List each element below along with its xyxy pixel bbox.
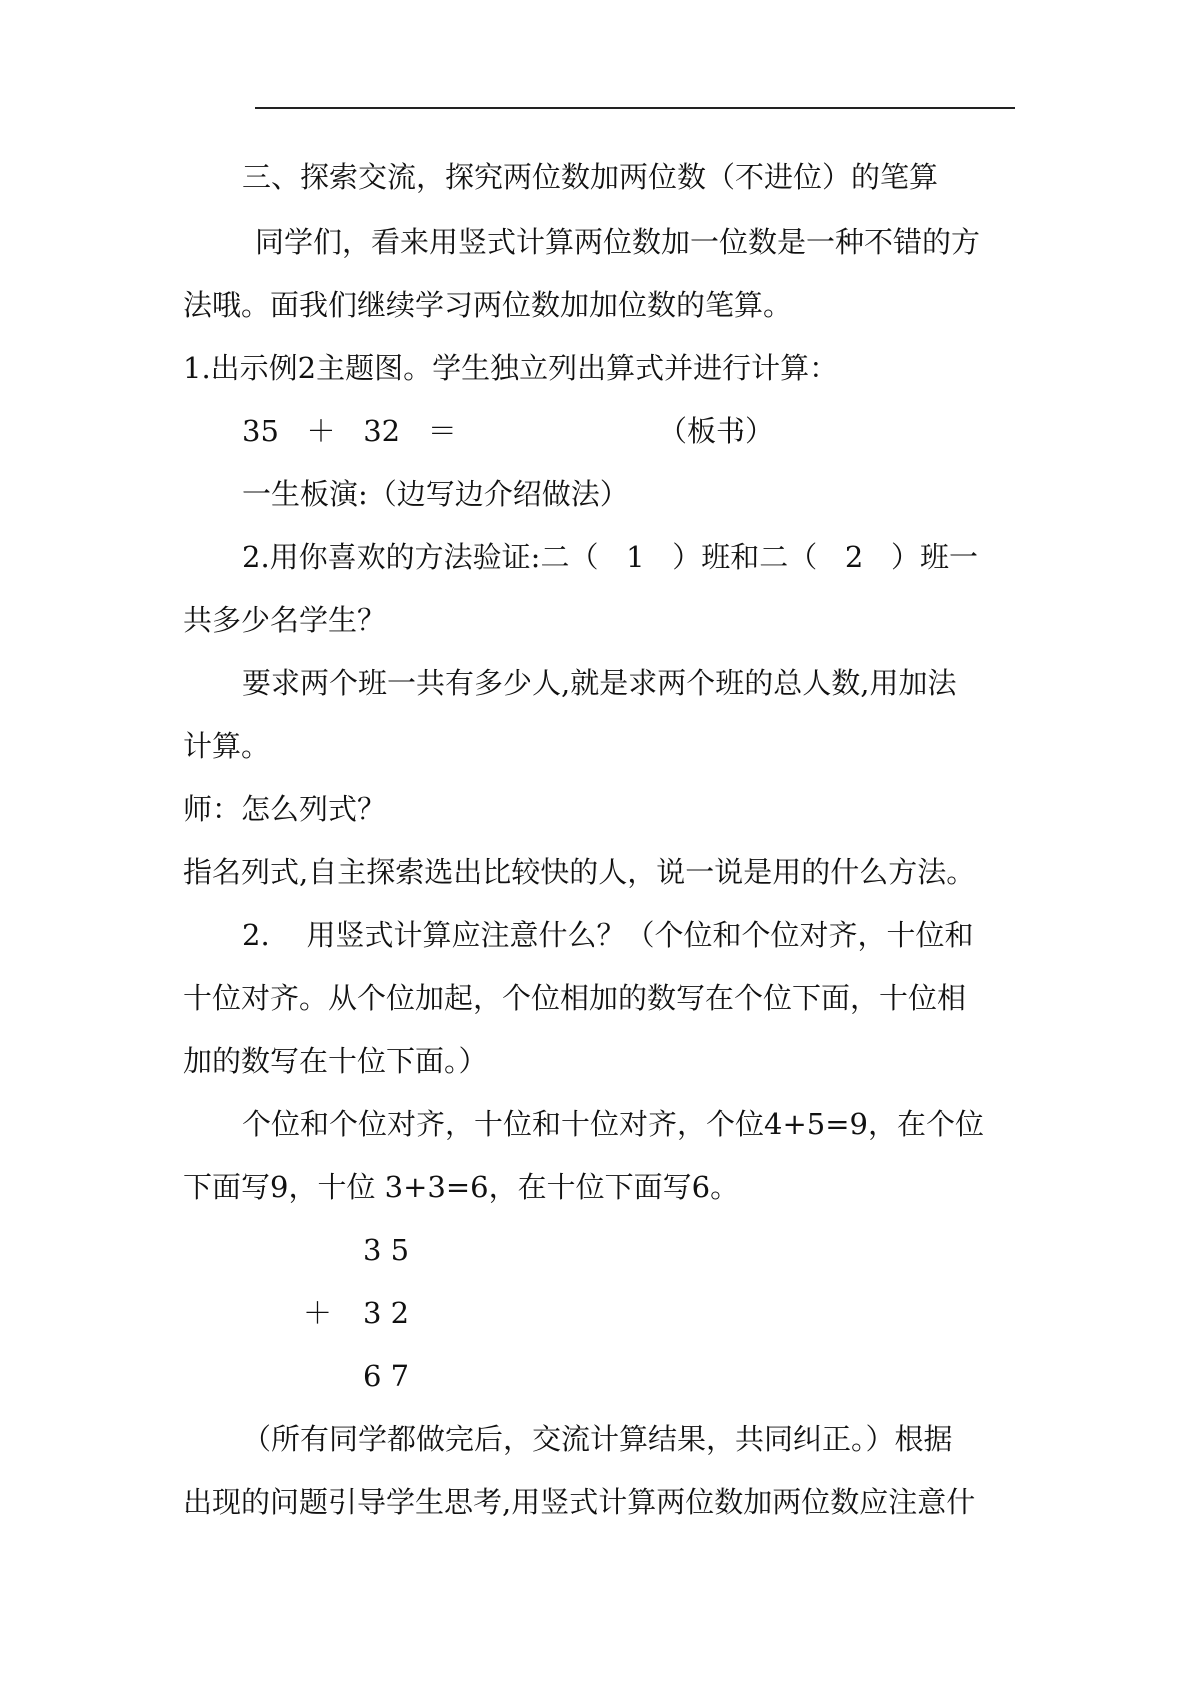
paragraph-line: 加的数写在十位下面。） bbox=[183, 1044, 488, 1078]
header-rule bbox=[255, 107, 1015, 109]
vertical-addend-top: 3 5 bbox=[363, 1233, 410, 1267]
paragraph-line: 要求两个班一共有多少人,就是求两个班的总人数,用加法 bbox=[242, 666, 957, 700]
paragraph-line: 计算。 bbox=[183, 729, 271, 763]
paragraph-line: 共多少名学生？ bbox=[183, 603, 387, 637]
paragraph-line: 法哦。面我们继续学习两位数加加位数的笔算。 bbox=[183, 288, 793, 322]
section-heading: 三、探索交流，探究两位数加两位数（不进位）的笔算 bbox=[242, 160, 939, 194]
paragraph-line: 指名列式,自主探索选出比较快的人，说一说是用的什么方法。 bbox=[183, 855, 976, 889]
paragraph-line: 一生板演:（边写边介绍做法） bbox=[242, 477, 629, 511]
vertical-sum: 6 7 bbox=[363, 1359, 410, 1393]
vertical-plus-sign: ＋ bbox=[303, 1296, 333, 1330]
paragraph-line: 1.出示例2主题图。学生独立列出算式并进行计算： bbox=[183, 351, 839, 385]
paragraph-line: 个位和个位对齐，十位和十位对齐，个位4+5=9，在个位 bbox=[242, 1107, 984, 1141]
paragraph-line: 十位对齐。从个位加起，个位相加的数写在个位下面，十位相 bbox=[183, 981, 967, 1015]
paragraph-line: 下面写9，十位 3+3=6，在十位下面写6。 bbox=[183, 1170, 740, 1204]
equation-note: （板书） bbox=[658, 414, 775, 448]
paragraph-line: （所有同学都做完后，交流计算结果，共同纠正。）根据 bbox=[242, 1422, 953, 1456]
paragraph-line: 出现的问题引导学生思考,用竖式计算两位数加两位数应注意什 bbox=[183, 1485, 976, 1519]
vertical-addend-bottom: 3 2 bbox=[363, 1296, 410, 1330]
paragraph-line: 2.用你喜欢的方法验证:二（ 1 ）班和二（ 2 ）班一 bbox=[242, 540, 978, 574]
equation: 35 ＋ 32 ＝ bbox=[242, 414, 457, 448]
paragraph-line: 师：怎么列式？ bbox=[183, 792, 387, 826]
paragraph-line: 同学们，看来用竖式计算两位数加一位数是一种不错的方 bbox=[255, 225, 981, 259]
paragraph-line: 2. 用竖式计算应注意什么？（个位和个位对齐，十位和 bbox=[242, 918, 974, 952]
